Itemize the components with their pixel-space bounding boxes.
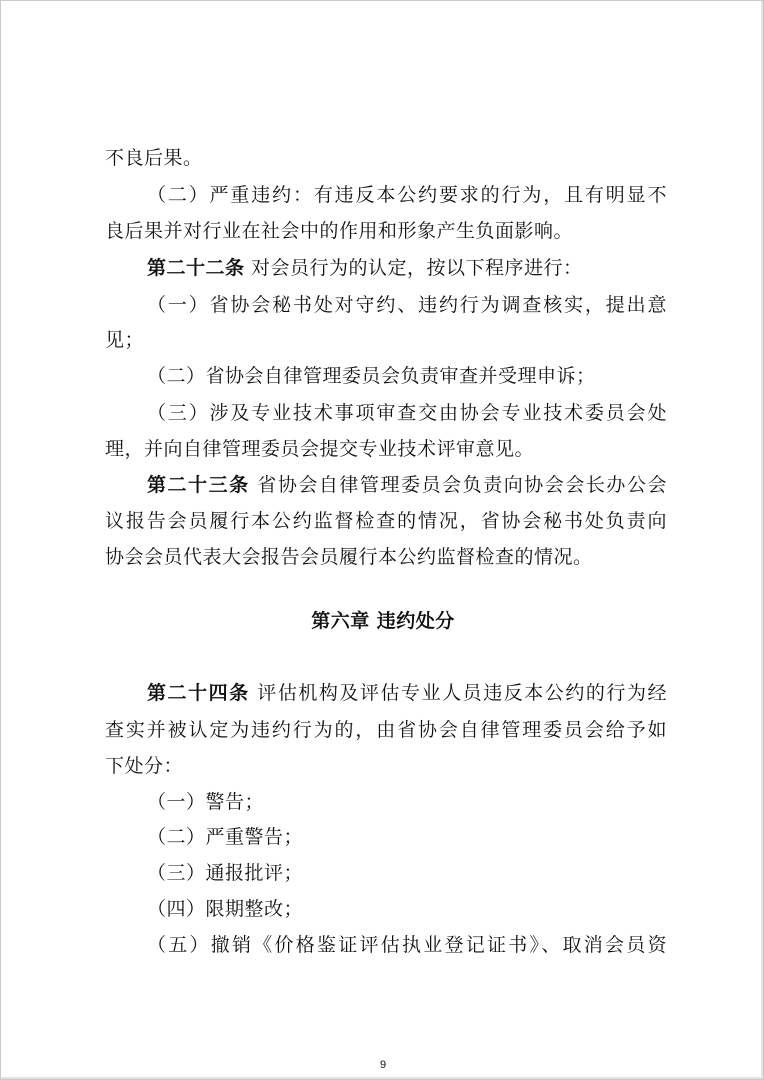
- article-22-line: [147, 250, 667, 286]
- paragraph-line: （二）省协会自律管理委员会负责审查并受理申诉；: [147, 365, 596, 387]
- list-item: （二）严重警告；: [147, 826, 304, 848]
- article-text: 评估机构及评估专业人员违反本公约的行为经: [249, 682, 667, 704]
- article-number: 第二十四条: [147, 682, 250, 704]
- list-item: （三）通报批评；: [147, 862, 304, 884]
- article-23-line: [147, 467, 667, 503]
- paragraph-line: 议报告会员履行本公约监督检查的情况，省协会秘书处负责向: [105, 510, 667, 532]
- paragraph-line: 理，并向自律管理委员会提交专业技术评审意见。: [105, 438, 535, 460]
- article-text: 对会员行为的认定，按以下程序进行：: [244, 257, 583, 279]
- paragraph-line: （二）严重违约：有违反本公约要求的行为，且有明显不: [147, 184, 667, 206]
- chapter-heading: 第六章 违约处分: [311, 610, 455, 632]
- article-text: 省协会自律管理委员会负责向协会会长办公会: [249, 474, 667, 496]
- paragraph-line: 查实并被认定为违约行为的，由省协会自律管理委员会给予如: [105, 719, 667, 741]
- page-number: 9: [379, 1059, 387, 1071]
- article-number: 第二十三条: [147, 474, 250, 496]
- article-number: 第二十二条: [147, 257, 245, 279]
- paragraph-line: （一）省协会秘书处对守约、违约行为调查核实，提出意: [147, 294, 667, 316]
- paragraph-line: 不良后果。: [105, 147, 203, 169]
- list-item: （四）限期整改；: [147, 898, 304, 920]
- list-item: （五）撤销《价格鉴证评估执业登记证书》、取消会员资: [147, 934, 667, 956]
- paragraph-line: 良后果并对行业在社会中的作用和形象产生负面影响。: [105, 220, 574, 242]
- paragraph-line: 协会会员代表大会报告会员履行本公约监督检查的情况。: [105, 546, 593, 568]
- paragraph-line: 见；: [105, 329, 145, 351]
- paragraph-line: （三）涉及专业技术事项审查交由协会专业技术委员会处: [147, 402, 667, 424]
- paragraph-line: 下处分：: [105, 755, 184, 777]
- list-item: （一）警告；: [147, 791, 265, 813]
- article-24-line: [147, 675, 667, 711]
